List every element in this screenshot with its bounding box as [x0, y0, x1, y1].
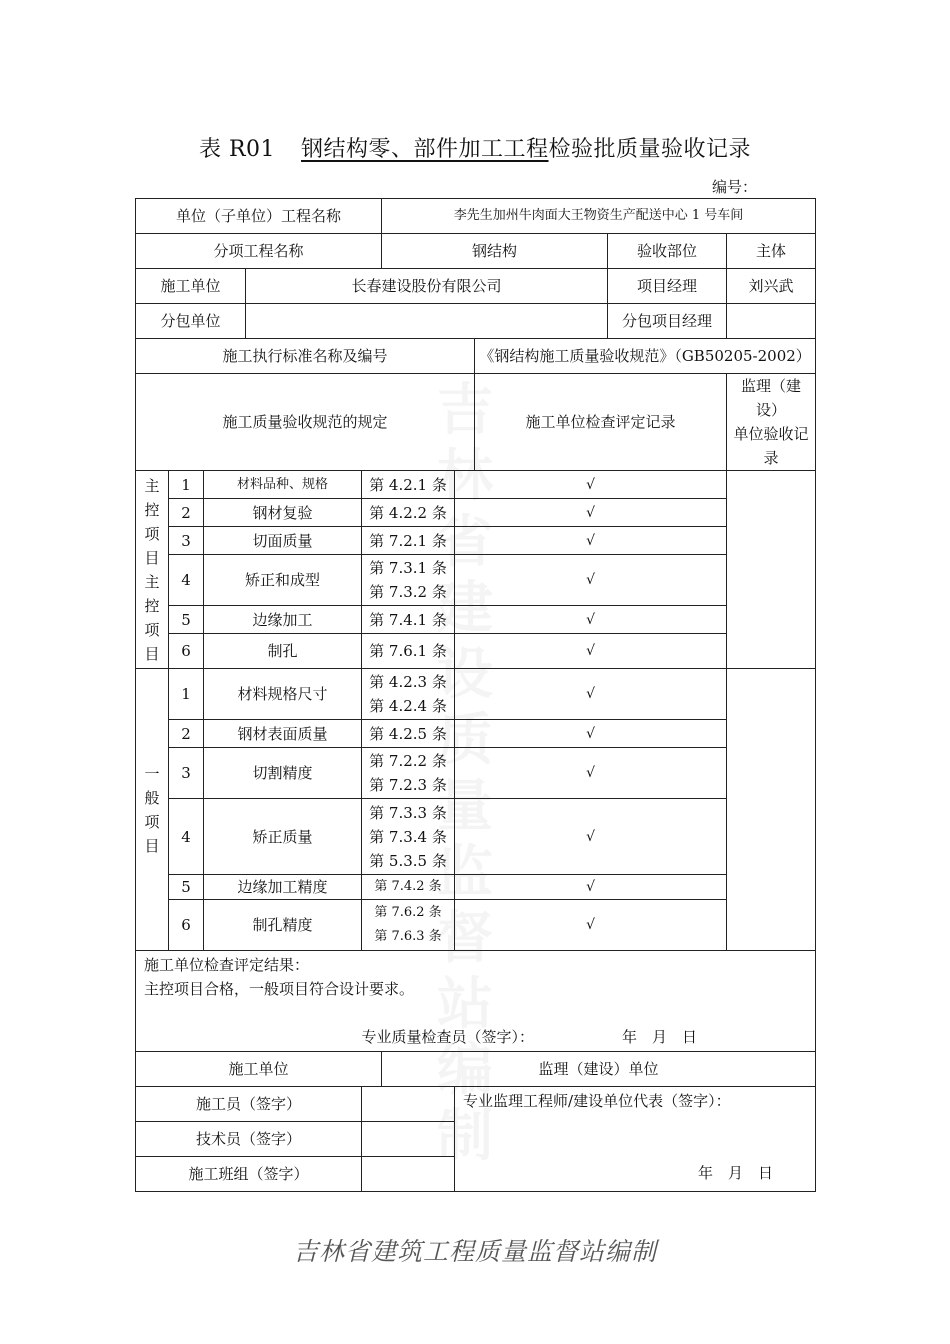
clause-line: 第 7.6.2 条: [374, 905, 442, 920]
item-number: 3: [169, 527, 204, 555]
standard-label: 施工执行标准名称及编号: [136, 339, 475, 374]
item-check-mark: √: [455, 499, 727, 527]
supervisor-sign-box: [455, 1087, 816, 1192]
supervision-header-line: 监理（建设）: [741, 377, 802, 419]
team-sign-label: 施工班组（签字）: [136, 1157, 362, 1192]
supervision-header: [727, 374, 816, 471]
inspector-sign-line: [144, 1025, 807, 1049]
item-number: 5: [169, 606, 204, 634]
clause-line: 第 7.3.3 条: [369, 803, 447, 822]
item-check-mark: √: [455, 875, 727, 900]
clause-line: 第 7.2.3 条: [369, 776, 447, 794]
item-clause: [362, 555, 455, 606]
item-clause: [362, 669, 455, 720]
group-char: 控: [144, 500, 160, 519]
main-supervision-cell: [727, 471, 816, 669]
item-number: 2: [169, 499, 204, 527]
serial-number-label: 编号：: [712, 178, 758, 196]
item-name: 制孔精度: [204, 900, 362, 951]
group-char: 项: [144, 812, 160, 831]
item-check-mark: √: [455, 720, 727, 748]
result-text: 主控项目合格，一般项目符合设计要求。: [144, 980, 415, 998]
group-char: 般: [144, 788, 160, 807]
result-label: 施工单位检查评定结果：: [144, 956, 310, 974]
clause-line: 第 7.3.4 条: [369, 827, 447, 846]
inspector-label: 专业质量检查员（签字）：: [361, 1028, 535, 1046]
item-clause: 第 4.2.2 条: [362, 499, 455, 527]
subcontractor-label: 分包单位: [136, 304, 246, 339]
inspection-result-box: [136, 951, 816, 1052]
group-char: 主: [144, 476, 160, 495]
supervision-header-line: 录: [763, 449, 779, 467]
item-clause: 第 7.2.1 条: [362, 527, 455, 555]
team-sign-field[interactable]: [362, 1157, 455, 1192]
group-char: 项: [144, 524, 160, 543]
subitem-value: 钢结构: [382, 234, 608, 269]
form-title-rest: 检验批质量验收记录: [548, 137, 752, 162]
group-char: 目: [144, 644, 160, 663]
builder-sign-label: 施工员（签字）: [136, 1087, 362, 1122]
item-name: 制孔: [204, 634, 362, 669]
item-clause: 第 7.4.1 条: [362, 606, 455, 634]
clause-line: 第 7.6.3 条: [374, 929, 442, 944]
main-control-group-label: [136, 471, 169, 669]
clause-line: 第 7.3.2 条: [369, 583, 447, 601]
item-number: 3: [169, 748, 204, 799]
group-char: 控: [144, 596, 160, 615]
item-clause: 第 7.4.2 条: [362, 875, 455, 900]
tech-sign-field[interactable]: [362, 1122, 455, 1157]
item-check-mark: √: [455, 900, 727, 951]
clause-line: 第 4.2.4 条: [369, 697, 447, 715]
check-header: 施工单位检查评定记录: [475, 374, 727, 471]
clause-line: 第 4.2.3 条: [369, 673, 447, 691]
supervision-header-line: 单位验收记: [733, 425, 809, 443]
item-check-mark: √: [455, 634, 727, 669]
supervisor-sign-label: 专业监理工程师/建设单位代表（签字）：: [463, 1092, 731, 1110]
item-name: 材料规格尺寸: [204, 669, 362, 720]
inspector-date: 年 月 日: [622, 1028, 698, 1046]
item-name: 切面质量: [204, 527, 362, 555]
item-check-mark: √: [455, 748, 727, 799]
contractor-signoff-header: 施工单位: [136, 1052, 382, 1087]
accept-part-value: 主体: [727, 234, 816, 269]
item-name: 切割精度: [204, 748, 362, 799]
item-check-mark: √: [455, 669, 727, 720]
item-check-mark: √: [455, 799, 727, 875]
group-char: 主: [144, 572, 160, 591]
item-number: 4: [169, 555, 204, 606]
item-number: 6: [169, 634, 204, 669]
general-group-label: [136, 669, 169, 951]
group-char: 目: [144, 836, 160, 855]
contractor-label: 施工单位: [136, 269, 246, 304]
item-clause: [362, 748, 455, 799]
general-supervision-cell: [727, 669, 816, 951]
item-clause: [362, 799, 455, 875]
item-number: 2: [169, 720, 204, 748]
form-title: [0, 132, 950, 163]
group-char: 项: [144, 620, 160, 639]
supervisor-signoff-header: 监理（建设）单位: [382, 1052, 816, 1087]
group-char: 目: [144, 548, 160, 567]
item-check-mark: √: [455, 555, 727, 606]
subcontractor-value: [246, 304, 608, 339]
item-check-mark: √: [455, 606, 727, 634]
form-title-underlined: 钢结构零、部件加工工程: [301, 137, 549, 162]
contractor-value: 长春建设股份有限公司: [246, 269, 608, 304]
standard-value: 《钢结构施工质量验收规范》（GB50205-2002）: [475, 339, 816, 374]
item-name: 矫正和成型: [204, 555, 362, 606]
project-manager-value: 刘兴武: [727, 269, 816, 304]
item-number: 4: [169, 799, 204, 875]
form-code: 表 R01: [198, 137, 276, 162]
item-number: 6: [169, 900, 204, 951]
clause-line: 第 7.3.1 条: [369, 559, 447, 577]
item-name: 矫正质量: [204, 799, 362, 875]
item-name: 钢材复验: [204, 499, 362, 527]
sub-project-manager-label: 分包项目经理: [608, 304, 727, 339]
builder-sign-field[interactable]: [362, 1087, 455, 1122]
item-clause: 第 7.6.1 条: [362, 634, 455, 669]
item-number: 1: [169, 669, 204, 720]
item-number: 1: [169, 471, 204, 499]
group-char: 一: [144, 764, 160, 783]
item-name: 钢材表面质量: [204, 720, 362, 748]
clause-line: 第 7.2.2 条: [369, 752, 447, 770]
project-manager-label: 项目经理: [608, 269, 727, 304]
inspection-form: [135, 198, 816, 1192]
item-name: 材料品种、规格: [204, 471, 362, 499]
item-name: 边缘加工精度: [204, 875, 362, 900]
subitem-label: 分项工程名称: [136, 234, 382, 269]
tech-sign-label: 技术员（签字）: [136, 1122, 362, 1157]
footer-signature: 吉林省建筑工程质量监督站编制: [292, 1237, 657, 1266]
project-name-label: 单位（子单位）工程名称: [136, 199, 382, 234]
clause-line: 第 5.3.5 条: [369, 851, 447, 870]
item-check-mark: √: [455, 527, 727, 555]
item-clause: 第 4.2.5 条: [362, 720, 455, 748]
project-name-value: 李先生加州牛肉面大王物资生产配送中心 1 号车间: [382, 199, 816, 234]
item-clause: 第 4.2.1 条: [362, 471, 455, 499]
item-name: 边缘加工: [204, 606, 362, 634]
supervisor-sign-date: 年 月 日: [698, 1164, 774, 1182]
item-check-mark: √: [455, 471, 727, 499]
accept-part-label: 验收部位: [608, 234, 727, 269]
item-number: 5: [169, 875, 204, 900]
sub-project-manager-value: [727, 304, 816, 339]
item-clause: [362, 900, 455, 951]
spec-header: 施工质量验收规范的规定: [136, 374, 475, 471]
